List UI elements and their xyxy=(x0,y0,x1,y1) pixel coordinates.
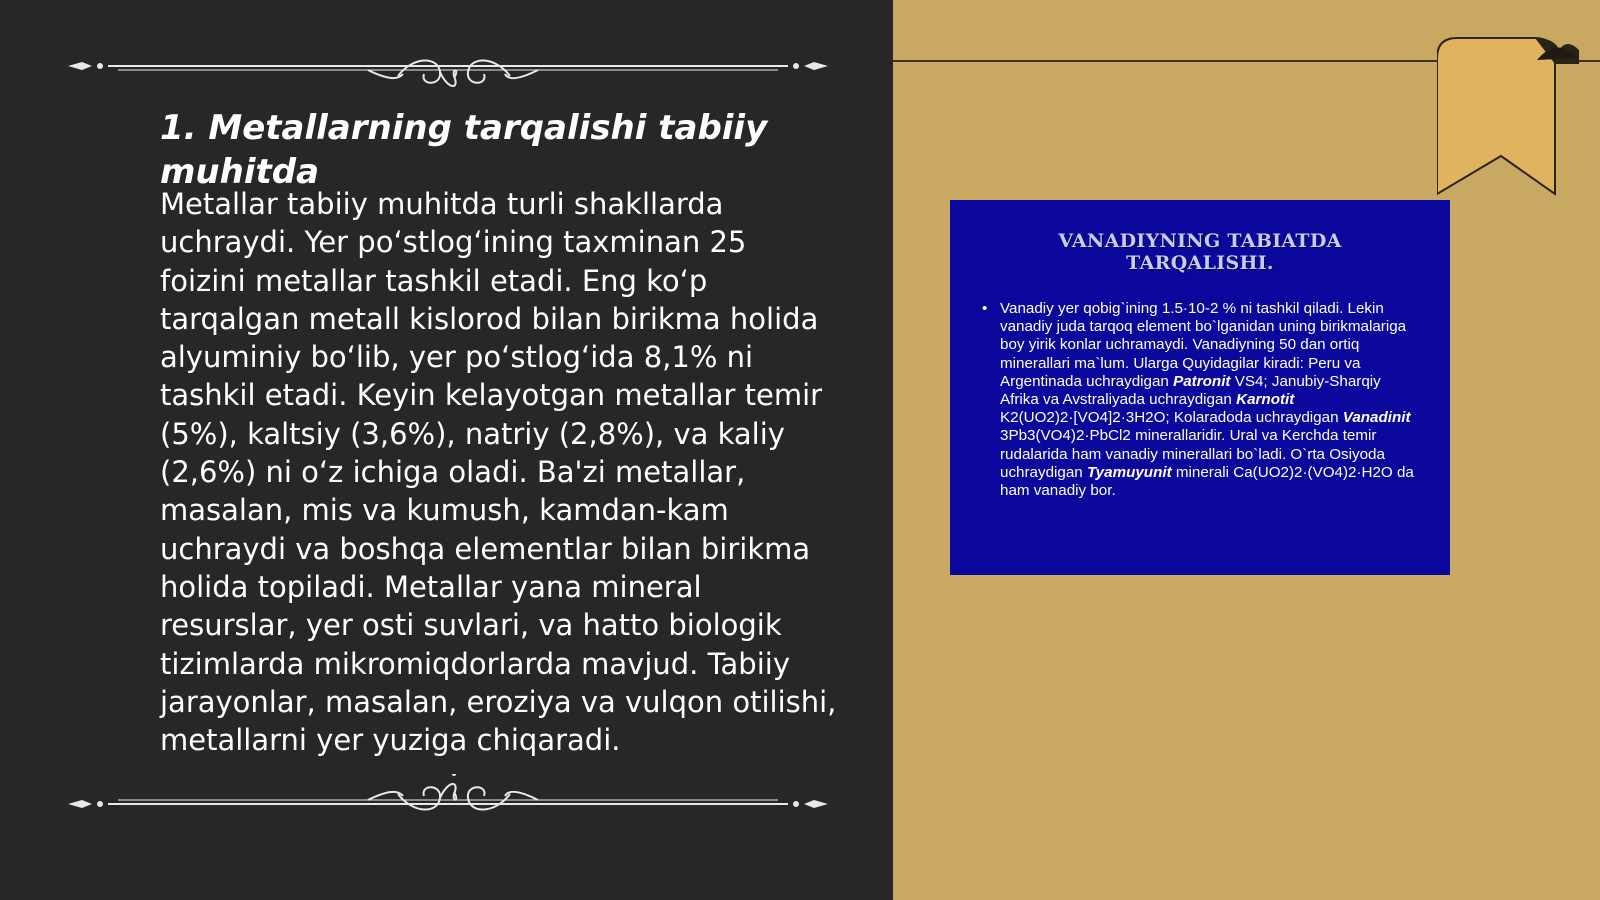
flourish-divider-icon xyxy=(68,774,828,824)
slide-title: 1. Metallarning tarqalishi tabiiy muhitda xyxy=(160,108,768,192)
mineral-name: Patronit xyxy=(1173,372,1231,390)
paragraph-text: Vanadiy yer qobig`ining 1.5·10-2 % ni tashkil qiladi. Lekin vanadiy juda tarqoq element bo`lganidan uning birikmalariga boy yirik konlar uchramaydi. Vanadiyning 50 dan ortiq minerallari ma`lum. Ularga Quyidagilar kiradi: Peru va Argentinada uchraydigan xyxy=(1000,300,1407,390)
mineral-name: Vanadinit xyxy=(1342,409,1411,427)
image-box-title: VANADIYNING TABIATDA TARQALISHI. xyxy=(1058,230,1342,274)
paragraph-text: 3Pb3(VO4)2·PbCl2 minerallaridir. Ural va Kerchda temir rudalarida ham vanadiy minerallari bo`ladi. O`rta Osiyoda uchraydigan xyxy=(1000,427,1385,481)
bookmark-ribbon-icon xyxy=(1437,36,1579,200)
paragraph-text: K2(UO2)2·[VO4]2·3H2O; Kolaradoda uchraydigan xyxy=(1000,409,1343,427)
bullet-icon: • xyxy=(982,300,988,317)
mineral-name: Karnotit xyxy=(1236,391,1295,409)
slide-body-text: Metallar tabiiy muhitda turli shakllarda uchraydi. Yer po‘stlog‘ining taxminan 25 foizini metallar tashkil etadi. Eng ko‘p tarqalgan metall kislorod bilan birikma holida alyuminiy bo‘lib, yer po‘stlog‘ida 8,1% ni tashkil etadi. Keyin kelayotgan metallar temir (5%), kaltsiy (3,6%), natriy (2,8%), va kaliy (2,6%) ni o‘z ichiga oladi. Ba'zi metallar, masalan, mis va kumush, kamdan-kam uchraydi va boshqa elementlar bilan birikma holida topiladi. Metallar yana mineral resurslar, yer osti suvlari, va hatto biologik tizimlarda mikromiqdorlarda mavjud. Tabiiy jarayonlar, masalan, eroziya va vulqon otilishi, metallarni yer yuziga chiqaradi. xyxy=(160,187,837,758)
flourish-divider-icon xyxy=(68,46,828,96)
mineral-name: Tyamuyunit xyxy=(1086,463,1172,481)
vanadium-info-image xyxy=(950,200,1450,575)
paragraph-text: minerali Ca(UO2)2·(VO4)2·H2O da ham vanadiy bor. xyxy=(1000,463,1414,500)
paragraph-text: VS4; Janubiy-Sharqiy Afrika va Avstraliyada uchraydigan xyxy=(1000,372,1381,409)
image-box-list xyxy=(982,300,1418,500)
list-item xyxy=(982,300,1418,500)
